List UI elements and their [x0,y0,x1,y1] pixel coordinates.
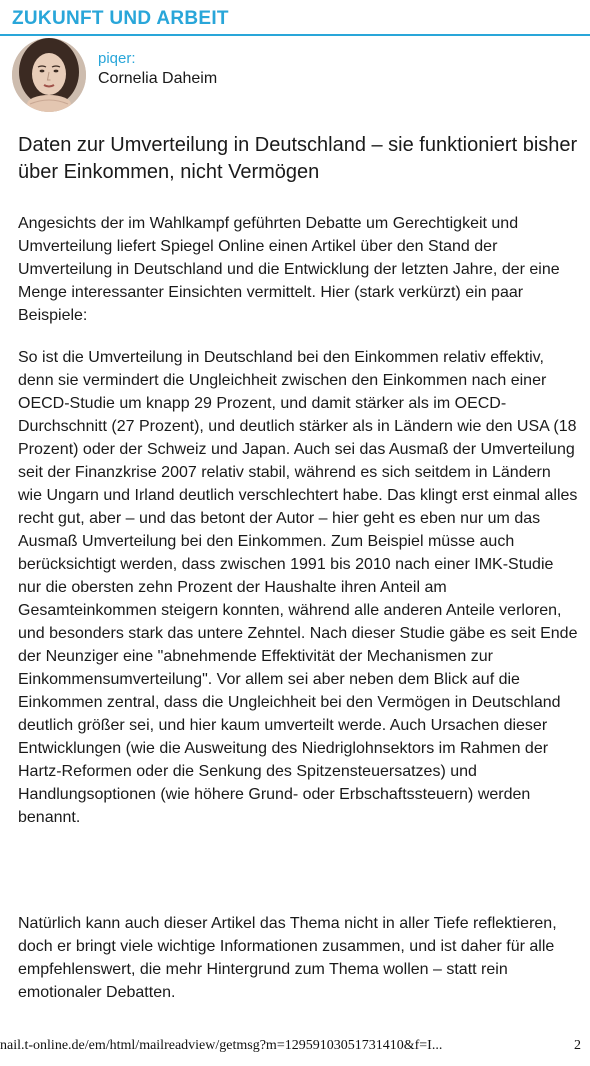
author-name: Cornelia Daheim [98,70,218,87]
section-header [0,4,590,36]
article-paragraph: Angesichts der im Wahlkampf geführten Debatte um Gerechtigkeit und Umverteilung liefert Spiegel Online einen Artikel über den Stand der Umverteilung in Deutschland und die Entwicklung der letzten Jahre, der eine Menge interessanter Einsichten vermittelt. Hier (stark verkürzt) ein paar Beispiele: [18,215,560,324]
article-headline: Daten zur Umverteilung in Deutschland – sie funktioniert bisher über Einkommen, nicht Vermögen [18,134,578,183]
avatar [12,38,86,112]
footer-url: nail.t-online.de/em/html/mailreadview/getmsg?m=12959103051731410&f=I... [0,1038,443,1053]
author-label: piqer: [98,50,136,67]
page-number: 2 [574,1038,581,1053]
article-paragraph: Natürlich kann auch dieser Artikel das Thema nicht in aller Tiefe reflektieren, doch er bringt viele wichtige Informationen zusammen, und ist daher für alle empfehlenswert, die mehr Hintergrund zum Thema wollen – statt rein emotionaler Debatten. [18,915,557,1001]
article-paragraph: So ist die Umverteilung in Deutschland bei den Einkommen relativ effektiv, denn sie vermindert die Ungleichheit zwischen den Einkommen nach einer OECD-Studie um knapp 29 Prozent, und damit stärker als im OECD-Durchschnitt (27 Prozent), und deutlich stärker als in Ländern wie den USA (18 Prozent) oder der Schweiz und Japan. Auch sei das Ausmaß der Umverteilung seit der Finanzkrise 2007 relativ stabil, während es sich seitdem in Ländern wie Ungarn und Irland deutlich verschlechtert habe. Das klingt erst einmal alles recht gut, aber – und das betont der Autor – hier geht es eben nur um das Ausmaß Umverteilung bei den Einkommen. Zum Beispiel müsse auch berücksichtigt werden, dass zwischen 1991 bis 2010 nach einer IMK-Studie nur die obersten zehn Prozent der Haushalte ihren Anteil am Gesamteinkommen steigern konnten, während alle anderen Anteile verloren, und besonders stark das untere Zehntel. Nach dieser Studie gäbe es seit Ende der Neunziger eine "abnehmende Effektivität der Mechanismen zur Einkommensumverteilung". Vor allem sei aber neben dem Blick auf die Einkommen zentral, dass die Ungleichheit bei den Vermögen in Deutschland deutlich größer sei, und hier kaum umverteilt werde. Auch Ursachen dieser Entwicklungen (wie die Ausweitung des Niedriglohnsektors im Rahmen der Hartz-Reformen oder die Senkung des Spitzensteuersatzes) und Handlungsoptionen (wie höhere Grund- oder Erbschaftssteuern) werden benannt. [18,349,578,826]
section-title: ZUKUNFT UND ARBEIT [12,8,229,29]
author-block [12,38,572,118]
author-portrait-icon [12,38,86,112]
